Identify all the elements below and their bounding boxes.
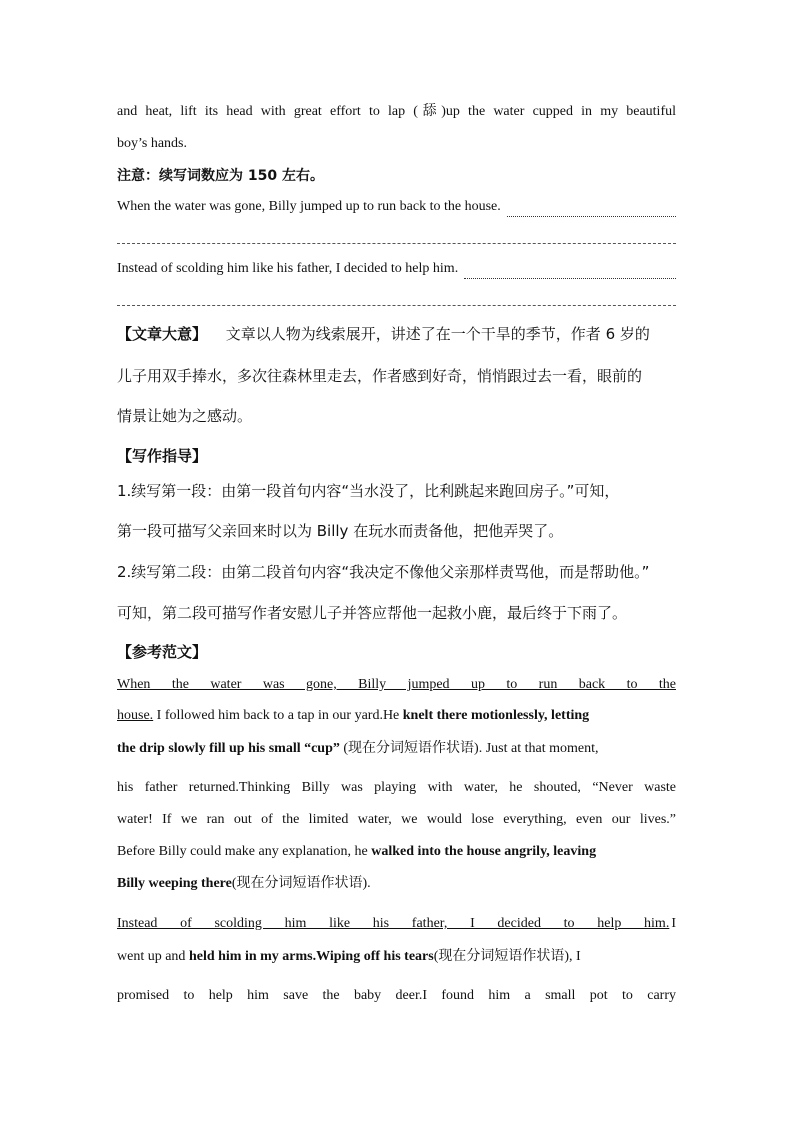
- answer-line: [117, 243, 676, 244]
- sample-text: went up and: [117, 949, 189, 964]
- sample-bold: walked into the house angrily, leaving: [371, 844, 597, 859]
- para2-opening-sentence: Instead of scolding him like his father, I decided to help him.: [117, 261, 459, 276]
- sample-p2-opening-line: [117, 914, 676, 934]
- sample-text-line: [117, 842, 676, 862]
- guide-heading: 【写作指导】: [117, 447, 208, 465]
- summary-text: 文章以人物为线索展开，讲述了在一个干旱的季节，作者 6 岁的: [225, 325, 650, 343]
- sample-text: (现在分词短语作状语). Just at that moment,: [339, 741, 599, 756]
- summary-line: [117, 324, 676, 344]
- para1-opening-sentence: When the water was gone, Billy jumped up to run back to the house.: [117, 199, 501, 214]
- summary-heading: 【文章大意】: [117, 325, 208, 343]
- sample-text-line: [117, 706, 676, 726]
- guide-text: 2.续写第二段：由第二段首句内容“我决定不像他父亲那样责骂他，而是帮助他。”: [117, 563, 650, 581]
- word-count-note: 注意：续写词数应为 150 左右。: [117, 168, 324, 184]
- answer-line: [117, 305, 676, 306]
- sample-text-line: promised to help him save the baby deer.I found him a small pot to carry: [117, 988, 676, 1003]
- answer-blank: [464, 264, 676, 279]
- para1-opening: [117, 197, 676, 217]
- sample-bold: Billy weeping there: [117, 876, 232, 891]
- sample-text-line: [117, 874, 676, 894]
- sample-text: Before Billy could make any explanation, he: [117, 844, 372, 859]
- para2-opening: [117, 259, 676, 279]
- sample-text: I followed him back to a tap in our yard.He: [153, 708, 403, 723]
- sample-p1-opening: When the water was gone, Billy jumped up to run back to the: [117, 677, 676, 692]
- sample-text: (现在分词短语作状语), I: [433, 949, 581, 964]
- sample-text: (现在分词短语作状语).: [231, 876, 371, 891]
- summary-text: 儿子用双手捧水，多次往森林里走去，作者感到好奇，悄悄跟过去一看，眼前的: [117, 367, 643, 385]
- sample-bold: knelt there motionlessly, letting: [402, 708, 590, 723]
- guide-text: 1.续写第一段：由第一段首句内容“当水没了，比利跳起来跑回房子。”可知，: [117, 482, 620, 500]
- sample-text-line: water! If we ran out of the limited water, we would lose everything, even our lives.”: [117, 812, 676, 827]
- sample-p2-opening: Instead of scolding him like his father, I decided to help him.: [117, 916, 670, 931]
- guide-text: 第一段可描写父亲回来时以为 Billy 在玩水而责备他，把他弄哭了。: [117, 522, 564, 540]
- answer-blank: [507, 202, 676, 217]
- sample-heading: 【参考范文】: [117, 643, 208, 661]
- sample-text-line: [117, 947, 676, 967]
- sample-underlined: house.: [117, 708, 154, 723]
- sample-bold: the drip slowly fill up his small “cup”: [117, 741, 340, 756]
- summary-text: 情景让她为之感动。: [117, 407, 253, 425]
- story-text-line: and heat, lift its head with great effort to lap (舔)up the water cupped in my beautiful: [117, 104, 676, 119]
- sample-text-line: his father returned.Thinking Billy was playing with water, he shouted, “Never waste: [117, 780, 676, 795]
- sample-text: I: [671, 916, 676, 931]
- sample-text-line: [117, 739, 676, 759]
- story-text-line: boy’s hands.: [117, 136, 187, 151]
- sample-bold: held him in my arms.Wiping off his tears: [188, 949, 434, 964]
- guide-text: 可知，第二段可描写作者安慰儿子并答应帮他一起救小鹿，最后终于下雨了。: [117, 604, 628, 622]
